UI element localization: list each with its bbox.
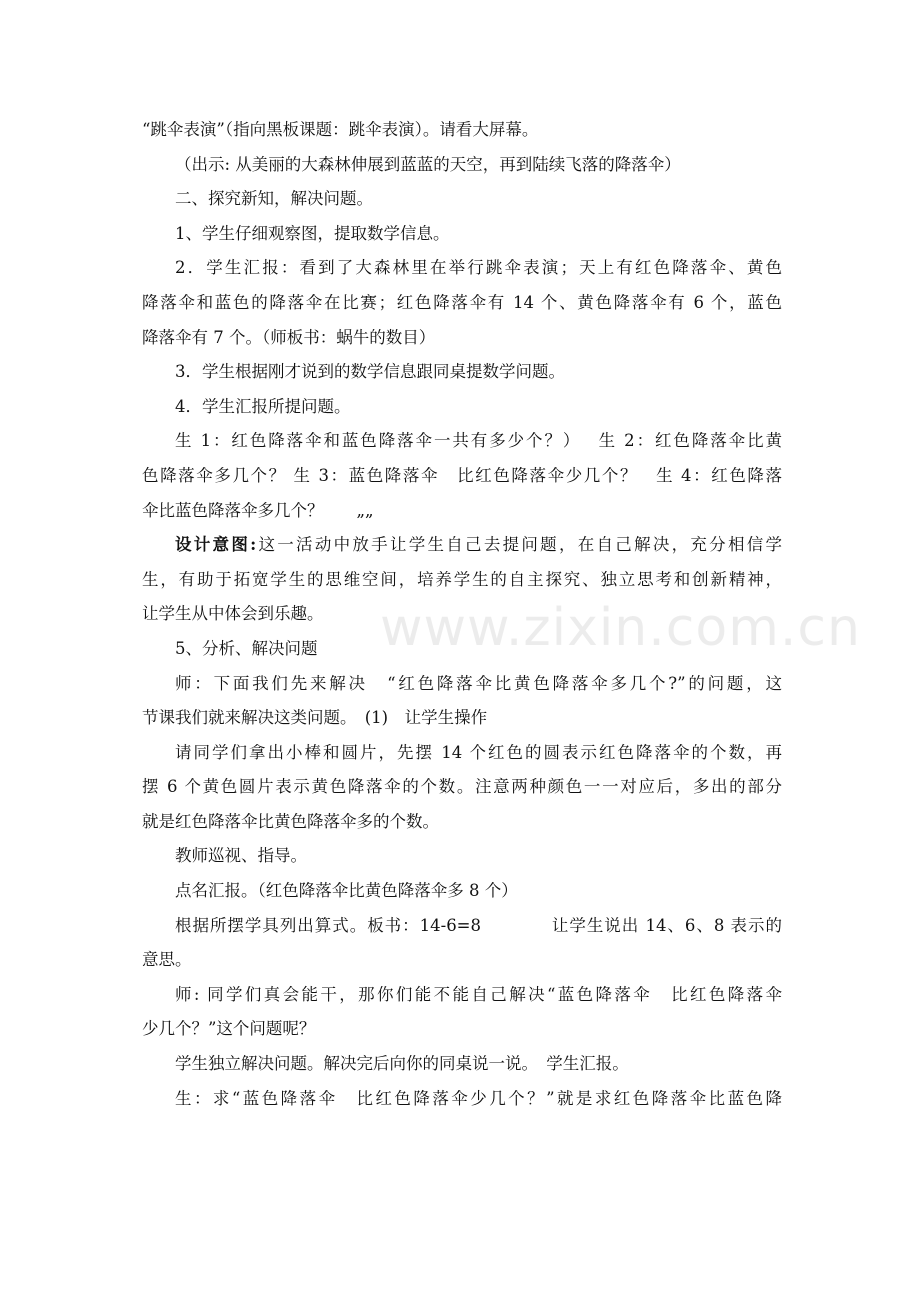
line-text: 4．学生汇报所提问题。 [175,396,351,416]
text-line [142,459,782,494]
line-text: 让学生从中体会到乐趣。 [142,604,324,624]
document-body [142,113,782,1116]
text-line [142,874,782,909]
line-text: 就是红色降落伞比黄色降落伞多的个数。 [142,811,439,831]
text-line [142,321,782,356]
line-text: 1、学生仔细观察图，提取数学信息。 [175,223,450,243]
line-text: 色降落伞多几个？ 生 3：蓝色降落伞 比红色降落伞少几个？ 生 4：红色降落 [142,465,782,485]
text-line [142,909,782,944]
text-line [142,494,782,529]
text-line [142,1047,782,1082]
text-line [142,390,782,425]
line-text: 伞比蓝色降落伞多几个？ „„ [142,500,374,520]
line-text: 3．学生根据刚才说到的数学信息跟同桌提数学问题。 [175,362,565,382]
line-text: 意思。 [142,950,192,970]
line-text: 降落伞有 7 个。（师板书：蜗牛的数目） [142,327,436,347]
text-line [142,251,782,286]
text-line [142,1082,782,1117]
watermark: www.zixin.com.cn [380,598,861,658]
line-text: 5、分析、解决问题 [175,638,318,658]
line-text: 学生独立解决问题。解决完后向你的同桌说一说。 学生汇报。 [175,1054,629,1074]
line-text: 请同学们拿出小棒和圆片，先摆 14 个红色的圆表示红色降落伞的个数，再 [175,742,782,762]
text-line [142,563,782,598]
line-text: 师：下面我们先来解决 “红色降落伞比黄色降落伞多几个?”的问题，这 [175,673,782,693]
line-text: 生：求“蓝色降落伞 比红色降落伞少几个？”就是求红色降落伞比蓝色降 [175,1088,782,1108]
line-text: 2．学生汇报：看到了大森林里在举行跳伞表演；天上有红色降落伞、黄色 [175,258,782,278]
line-text: 根据所摆学具列出算式。板书：14-6=8 让学生说出 14、6、8 表示的 [175,915,782,935]
text-line [142,632,782,667]
line-text: 摆 6 个黄色圆片表示黄色降落伞的个数。注意两种颜色一一对应后，多出的部分 [142,777,782,797]
line-text: “跳伞表演”（指向黑板课题：跳伞表演）。请看大屏幕。 [142,120,539,139]
line-text: 教师巡视、指导。 [175,846,307,866]
text-line [142,424,782,459]
text-line [142,355,782,390]
text-line [142,701,782,736]
line-text: 二、探究新知，解决问题。 [175,189,373,209]
text-line [142,1012,782,1047]
text-line [142,113,782,148]
text-line [142,839,782,874]
line-text: 少几个？”这个问题呢？ [142,1019,316,1039]
line-text: 这一活动中放手让学生自己去提问题，在自己解决，充分相信学 [256,535,783,555]
design-intent-label: 设计意图: [175,535,257,555]
line-text: 降落伞和蓝色的降落伞在比赛；红色降落伞有 14 个、黄色降落伞有 6 个，蓝色 [142,292,782,312]
line-text: 节课我们就来解决这类问题。 (1) 让学生操作 [142,708,488,728]
line-text: 生，有助于拓宽学生的思维空间，培养学生的自主探究、独立思考和创新精神， [142,569,782,589]
text-line [142,217,782,252]
text-line [142,182,782,217]
text-line [142,805,782,840]
text-line [142,770,782,805]
text-line [142,597,782,632]
line-text: （出示: 从美丽的大森林伸展到蓝蓝的天空，再到陆续飞落的降落伞） [175,154,681,174]
text-line [142,978,782,1013]
line-text: 师: 同学们真会能干，那你们能不能自己解决“蓝色降落伞 比红色降落伞 [175,984,782,1004]
text-line [142,943,782,978]
line-text: 生 1：红色降落伞和蓝色降落伞一共有多少个？） 生 2：红色降落伞比黄 [175,431,782,451]
text-line [142,667,782,702]
line-text: 点名汇报。（红色降落伞比黄色降落伞多 8 个） [175,881,518,901]
text-line [142,528,782,563]
text-line [142,286,782,321]
text-line [142,736,782,771]
text-line [142,148,782,183]
